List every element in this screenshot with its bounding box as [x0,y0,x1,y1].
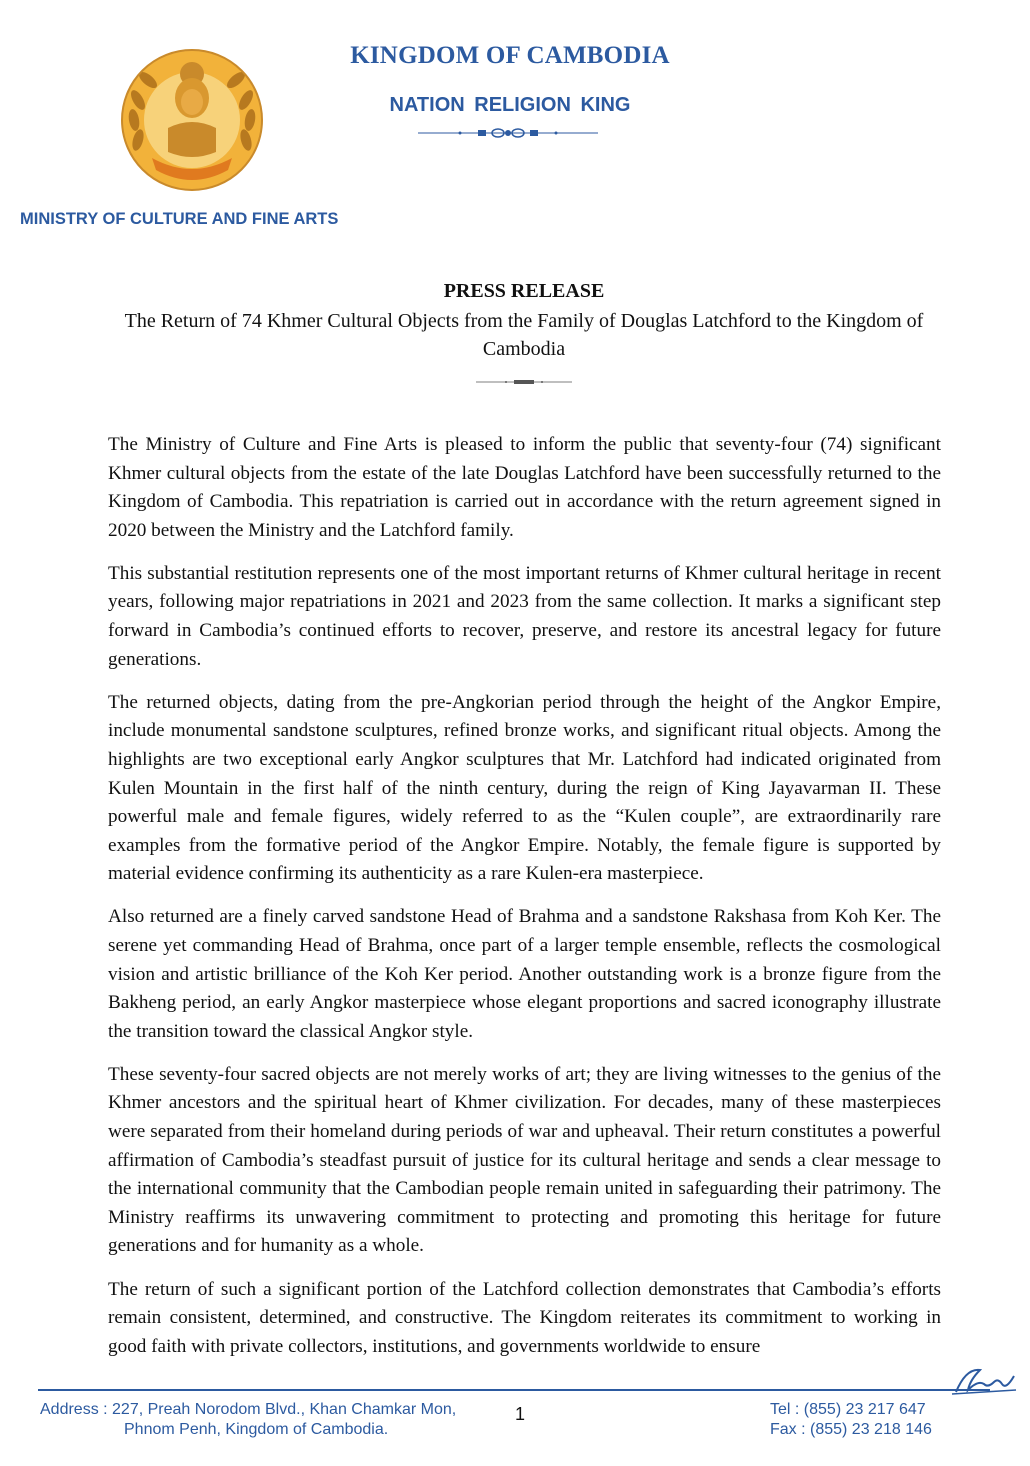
telephone: Tel : (855) 23 217 647 [770,1401,926,1418]
ministry-emblem [112,40,272,200]
ministry-name: MINISTRY OF CULTURE AND FINE ARTS [20,210,339,228]
press-release-title: PRESS RELEASE [443,280,605,302]
ministry-address [40,1400,520,1440]
contact-info [770,1400,980,1440]
address-line-1: Address : 227, Preah Norodom Blvd., Khan Chamkar Mon, [40,1401,457,1418]
body-paragraph: The Ministry of Culture and Fine Arts is pleased to inform the public that seventy-four (74) significant Khmer cultural objects from the estate of the late Douglas Latchford have been successfully returned to the Kingdom of Cambodia. This repatriation is carried out in accordance with the return agreement signed in 2020 between the Ministry and the Latchford family. [108,434,941,541]
body-paragraph: This substantial restitution represents one of the most important returns of Khmer cultural heritage in recent years, following major repatriations in 2021 and 2023 from the same collection. It marks a significant step forward in Cambodia’s continued efforts to recover, preserve, and restore its ancestral legacy for future generations. [108,562,941,670]
decorative-divider-icon [418,126,598,140]
press-release-subtitle: The Return of 74 Khmer Cultural Objects from the Family of Douglas Latchford to the Kingdom of Cambodia [124,310,924,360]
footer-divider [38,1389,990,1391]
national-motto: NATION RELIGION KING [389,94,631,116]
body-paragraph: The returned objects, dating from the pre-Angkorian period through the height of the Angkor Empire, include monumental sandstone sculptures, refined bronze works, and significant ritual objects. Among the highlights are two exceptional early Angkor sculptures that Mr. Latchford had indicated originated from Kulen Mountain in the first half of the ninth century, during the reign of King Jayavarman II. These powerful male and female figures, widely referred to as the “Kulen couple”, are extraordinarily rare examples from the formative period of the Angkor Empire. Notably, the female figure is supported by material evidence confirming its authenticity as a rare Kulen-era masterpiece. [108,691,941,885]
signature-initials-icon [948,1362,1018,1398]
address-line-2: Phnom Penh, Kingdom of Cambodia. [124,1421,389,1438]
body-paragraph: Also returned are a finely carved sandstone Head of Brahma and a sandstone Rakshasa from Koh Ker. The serene yet commanding Head of Brahma, once part of a larger temple ensemble, reflects the cosmological vision and artistic brilliance of the Koh Ker period. Another outstanding work is a bronze figure from the Bakheng period, an early Angkor masterpiece whose elegant proportions and sacred iconography illustrate the transition toward the classical Angkor style. [108,906,941,1042]
press-release-body [108,431,941,1376]
body-paragraph: The return of such a significant portion of the Latchford collection demonstrates that Cambodia’s efforts remain consistent, determined, and constructive. The Kingdom reiterates its commitment to working in good faith with private collectors, institutions, and governments worldwide to ensure [108,1278,941,1357]
body-paragraph: These seventy-four sacred objects are not merely works of art; they are living witnesses to the genius of the Khmer ancestors and the spiritual heart of Khmer civilization. For decades, many of these masterpieces were separated from their homeland during periods of war and upheaval. Their return constitutes a powerful affirmation of Cambodia’s steadfast pursuit of justice for its cultural heritage and sends a clear message to the international community that the Cambodian people remain united in safeguarding their patrimony. The Ministry reaffirms its unwavering commitment to protecting and promoting this heritage for future generations and for humanity as a whole. [108,1063,941,1257]
decorative-divider-icon [476,377,572,387]
page-number: 1 [514,1404,525,1424]
kingdom-title: KINGDOM OF CAMBODIA [350,42,670,69]
fax: Fax : (855) 23 218 146 [770,1421,932,1438]
